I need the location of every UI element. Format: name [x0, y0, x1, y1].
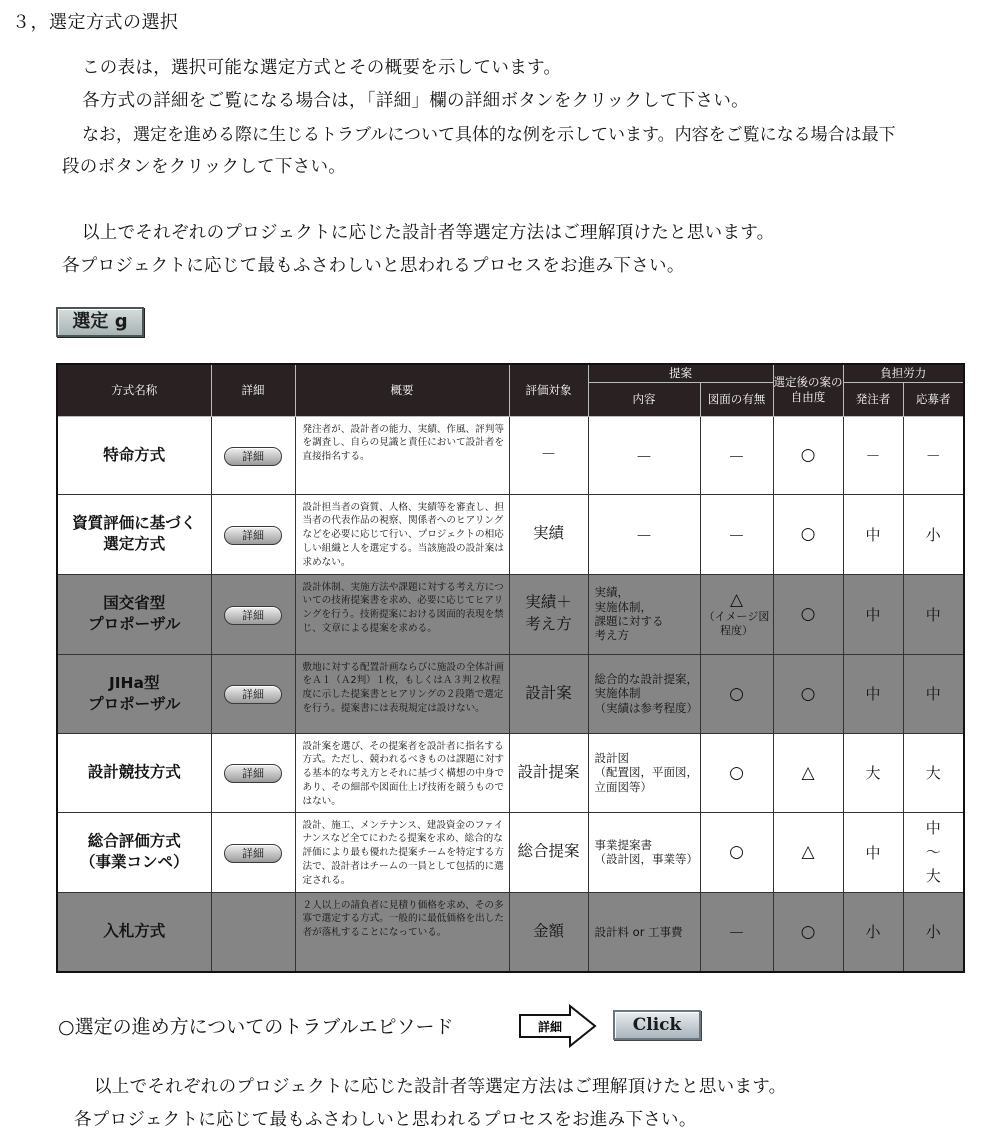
orderer-burden-line: 中 [865, 605, 881, 624]
post-selection-freedom: △ [773, 812, 843, 892]
detail-button[interactable]: 詳細 [224, 844, 282, 863]
applicant-burden-line: 大 [925, 764, 941, 782]
detail-button[interactable]: 詳細 [224, 526, 282, 545]
evaluation-target [509, 654, 588, 733]
method-name-line: （事業コンペ） [79, 853, 189, 871]
selection-methods-table [56, 363, 965, 973]
post-selection-freedom: ○ [773, 494, 843, 574]
header-detail: 詳細 [211, 364, 295, 416]
evaluation-target [509, 574, 588, 654]
orderer-burden-line: － [865, 446, 881, 465]
method-name-line: 入札方式 [103, 922, 166, 941]
intro-line-3a: なお，選定を進める際に生じるトラブルについて具体的な例を示しています。内容をご覧になる場合は最下 [82, 125, 896, 145]
drawings-availability-line: ○ [729, 683, 744, 704]
intro-line-4: 以上でそれぞれのプロジェクトに応じた設計者等選定方法はご理解頂けたと思います。 [82, 223, 775, 243]
orderer-burden [843, 654, 903, 733]
table-row [57, 892, 964, 972]
applicant-burden [903, 416, 964, 494]
closing-line-1: 以上でそれぞれのプロジェクトに応じた設計者等選定方法はご理解頂けたと思います。 [94, 1077, 787, 1097]
post-selection-freedom: △ [773, 733, 843, 812]
detail-cell [211, 654, 295, 733]
orderer-burden [843, 494, 903, 574]
drawings-availability-line: （イメージ図 [703, 609, 770, 623]
proposal-content-line: （設計図，事業等） [594, 852, 698, 866]
proposal-content-line: 立面図等） [594, 779, 652, 794]
method-name [57, 892, 211, 972]
applicant-burden [903, 574, 964, 654]
proposal-content-line: 事業提案書 [594, 837, 652, 852]
applicant-burden [903, 654, 964, 733]
drawings-availability [700, 416, 773, 494]
drawings-availability [700, 733, 773, 812]
method-name-line: 選定方式 [103, 535, 166, 553]
post-selection-freedom: ○ [773, 892, 843, 972]
evaluation-target-line: 実績 [532, 524, 564, 543]
method-description: 設計案を選び、その提案者を設計者に指名する方式。ただし、競われるべきものは課題に対する基本的な考え方とそれに基づく構想の中身であり、その細部や図面仕上げ技術を競うものではない。 [295, 733, 509, 812]
detail-button[interactable]: 詳細 [224, 606, 282, 625]
method-name-line: JIHa型 [109, 673, 160, 692]
method-name-line: 国交省型 [103, 594, 166, 613]
applicant-burden [903, 892, 964, 972]
method-name [57, 494, 211, 574]
drawings-availability-line: 程度） [720, 624, 753, 637]
trouble-episode-text: ○選定の進め方についてのトラブルエピソード [58, 1016, 454, 1038]
drawings-availability-line: － [728, 924, 745, 945]
method-description: ２人以上の請負者に見積り価格を求め、その多寡で選定する方式。一般的に最低価格を出した者が落札することになっている。 [295, 892, 509, 972]
evaluation-target [509, 733, 588, 812]
orderer-burden [843, 574, 903, 654]
header-drawings: 図面の有無 [700, 382, 773, 416]
orderer-burden-line: 中 [865, 685, 881, 703]
applicant-burden-line: 小 [925, 525, 941, 544]
applicant-burden-line: 大 [925, 867, 941, 885]
detail-cell [211, 892, 295, 972]
evaluation-target [509, 494, 588, 574]
orderer-burden-line: 大 [865, 764, 881, 782]
orderer-burden-line: 中 [865, 525, 881, 544]
evaluation-target-line: 金額 [532, 921, 564, 940]
proposal-content [588, 494, 700, 574]
detail-cell [211, 494, 295, 574]
detail-button[interactable]: 詳細 [224, 685, 282, 704]
proposal-content-line: 設計料 or 工事費 [594, 924, 683, 939]
evaluation-target [509, 812, 588, 892]
header-orderer: 発注者 [843, 382, 903, 416]
method-name-line: プロポーザル [88, 615, 181, 633]
applicant-burden-line: 中 [925, 685, 941, 703]
orderer-burden [843, 733, 903, 812]
applicant-burden [903, 733, 964, 812]
header-applicant: 応募者 [903, 382, 964, 416]
proposal-content [588, 416, 700, 494]
drawings-availability-line: ○ [729, 842, 744, 862]
method-name [57, 416, 211, 494]
header-proposal: 提案 [588, 364, 773, 382]
drawings-availability [700, 654, 773, 733]
post-selection-freedom: ○ [773, 574, 843, 654]
evaluation-target [509, 892, 588, 972]
table-row [57, 733, 964, 812]
orderer-burden [843, 892, 903, 972]
proposal-content [588, 812, 700, 892]
method-name [57, 812, 211, 892]
drawings-availability [700, 892, 773, 972]
detail-cell [211, 416, 295, 494]
drawings-availability [700, 812, 773, 892]
method-name-line: 設計競技方式 [87, 763, 181, 782]
method-name-line: 資質評価に基づく [72, 514, 197, 533]
method-name-line: プロポーザル [88, 694, 181, 713]
header-content: 内容 [588, 382, 700, 416]
proposal-content-line: － [635, 526, 653, 547]
drawings-availability-line: － [728, 447, 745, 468]
proposal-content [588, 892, 700, 972]
drawings-availability [700, 494, 773, 574]
header-target: 評価対象 [509, 364, 588, 416]
proposal-content-line: （実績は参考程度） [594, 700, 698, 715]
post-selection-freedom: ○ [773, 416, 843, 494]
drawings-availability-line: △ [729, 589, 744, 610]
orderer-burden-line: 中 [865, 843, 881, 862]
applicant-burden-line: 小 [925, 923, 941, 942]
proposal-content-line: 設計図 [594, 750, 629, 765]
intro-line-2: 各方式の詳細をご覧になる場合は，「詳細」欄の詳細ボタンをクリックして下さい。 [82, 91, 749, 111]
applicant-burden-line: 中 [925, 605, 941, 624]
drawings-availability-line: ○ [729, 762, 744, 783]
table-row [57, 494, 964, 574]
evaluation-target [509, 416, 588, 494]
applicant-burden-line: － [925, 446, 941, 465]
method-name [57, 574, 211, 654]
header-freedom: 選定後の案の自由度 [773, 364, 843, 416]
table-row [57, 574, 964, 654]
orderer-burden [843, 416, 903, 494]
proposal-content [588, 733, 700, 812]
method-description: 設計体制、実施方法や課題に対する考え方についての技術提案書を求め、必要に応じてヒアリングを行う。技術提案における図面的表現を禁じ、文章による提案を求める。 [295, 574, 509, 654]
proposal-content-line: 総合的な設計提案， [594, 671, 698, 686]
applicant-burden [903, 812, 964, 892]
method-description: 設計、施工、メンテナンス、建設資金のファイナンスなど全てにわたる提案を求め、総合的な評価により最も優れた提案チームを特定する方法で、設計者はチームの一員として包括的に選定される。 [295, 812, 509, 892]
header-name: 方式名称 [57, 364, 211, 416]
detail-cell [211, 733, 295, 812]
table-row [57, 416, 964, 494]
method-description: 発注者が、設計者の能力、実績、作風、評判等を調査し、自らの見識と責任において設計者を直接指名する。 [295, 416, 509, 494]
proposal-content-line: 考え方 [594, 628, 629, 643]
proposal-content-line: （配置図，平面図， [594, 765, 698, 780]
closing-line-2: 各プロジェクトに応じて最もふさわしいと思われるプロセスをお進み下さい。 [74, 1110, 697, 1130]
proposal-content-line: 実施体制， [594, 599, 652, 614]
detail-arrow-label: 詳細 [537, 1020, 563, 1034]
proposal-content-line: 実施体制 [594, 686, 641, 701]
header-overview: 概要 [295, 364, 509, 416]
select-button[interactable]: 選定 g [56, 307, 144, 337]
applicant-burden-line: 中 [925, 819, 941, 837]
table-row [57, 812, 964, 892]
orderer-burden [843, 812, 903, 892]
proposal-content-line: － [635, 447, 653, 468]
method-name [57, 733, 211, 812]
method-description: 設計担当者の資質、人格、実績等を審査し、担当者の代表作品の視察、関係者へのヒアリングなどを必要に応じて行い、プロジェクトの相応しい組織と人を選定する。当該施設の設計案は求めない。 [295, 494, 509, 574]
detail-arrow [518, 1004, 598, 1052]
evaluation-target-line: 設計案 [525, 683, 572, 702]
evaluation-target-line: 考え方 [525, 615, 572, 633]
applicant-burden [903, 494, 964, 574]
proposal-content [588, 574, 700, 654]
intro-line-1: この表は，選択可能な選定方式とその概要を示しています。 [82, 58, 562, 78]
drawings-availability-line: － [728, 526, 745, 547]
click-button[interactable]: Click [613, 1010, 701, 1040]
detail-button[interactable]: 詳細 [224, 447, 282, 466]
table-row [57, 654, 964, 733]
evaluation-target-line: － [540, 445, 557, 464]
proposal-content-line: 実績， [594, 585, 629, 600]
evaluation-target-line: 総合提案 [517, 842, 580, 861]
method-name-line: 特命方式 [103, 445, 166, 464]
method-name-line: 総合評価方式 [87, 832, 181, 851]
detail-cell [211, 812, 295, 892]
evaluation-target-line: 実績＋ [525, 593, 572, 612]
method-description: 敷地に対する配置計画ならびに施設の全体計画をＡ１（Ａ2判）１枚，もしくはＡ３判２枚程度に示した提案書とヒアリングの２段階で選定を行う。提案書には表現規定は設けない。 [295, 654, 509, 733]
applicant-burden-line: 〜 [925, 843, 941, 861]
intro-line-3b: 段のボタンをクリックして下さい。 [62, 157, 347, 177]
method-name [57, 654, 211, 733]
proposal-content-line: 課題に対する [594, 614, 664, 628]
drawings-availability [700, 574, 773, 654]
intro-line-5: 各プロジェクトに応じて最もふさわしいと思われるプロセスをお進み下さい。 [62, 256, 685, 276]
section-title: ３，選定方式の選択 [12, 12, 179, 33]
detail-button[interactable]: 詳細 [224, 764, 282, 783]
evaluation-target-line: 設計提案 [517, 762, 580, 781]
proposal-content [588, 654, 700, 733]
detail-cell [211, 574, 295, 654]
orderer-burden-line: 小 [865, 923, 881, 942]
post-selection-freedom: ○ [773, 654, 843, 733]
header-burden: 負担労力 [843, 364, 964, 382]
